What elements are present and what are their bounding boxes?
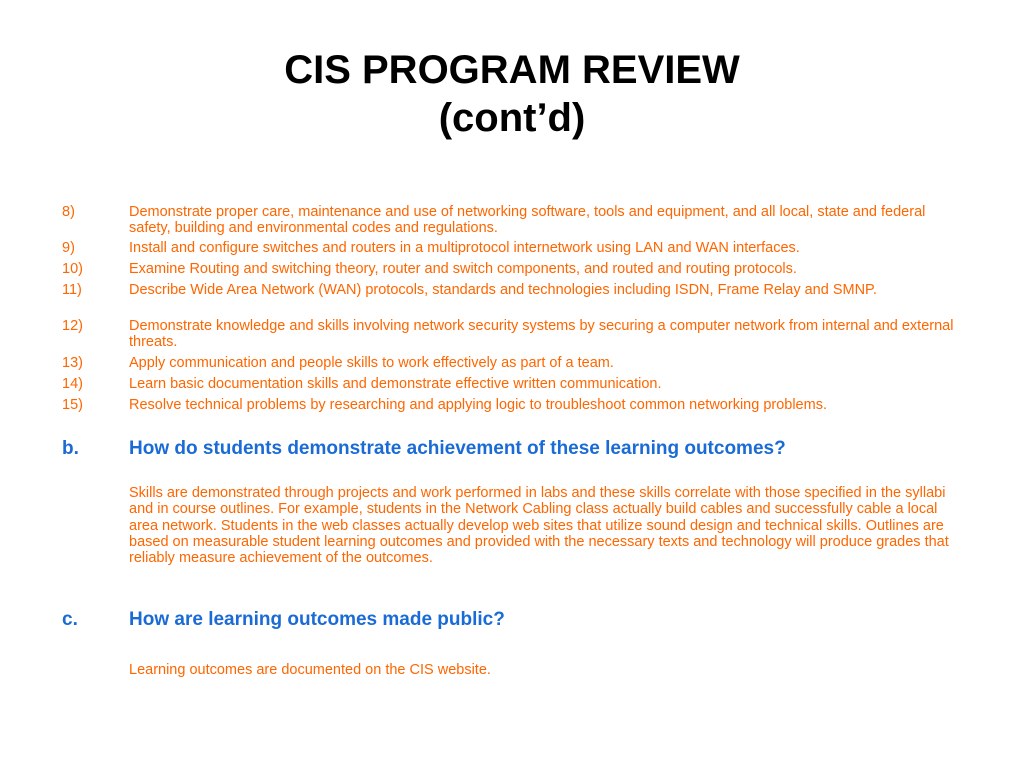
outcome-number: 12) (62, 318, 83, 334)
outcome-number: 13) (62, 355, 83, 371)
outcome-number: 9) (62, 240, 75, 256)
outcome-text: Resolve technical problems by researching and applying logic to troubleshoot common networking problems. (129, 397, 827, 413)
slide-title-line2: (cont’d) (438, 96, 586, 140)
slide-title (0, 46, 1024, 142)
outcome-text: Demonstrate knowledge and skills involving network security systems by securing a computer network from internal and external threats. (129, 318, 954, 350)
outcome-text: Demonstrate proper care, maintenance and use of networking software, tools and equipment, and all local, state and federal safety, building and environmental codes and regulations. (129, 204, 926, 236)
outcome-number: 11) (62, 282, 82, 298)
question-label: c. (62, 609, 78, 630)
outcome-text: Describe Wide Area Network (WAN) protocols, standards and technologies including ISDN, Frame Relay and SMNP. (129, 282, 877, 298)
outcome-text: Examine Routing and switching theory, router and switch components, and routed and routing protocols. (129, 261, 797, 277)
outcome-text: Install and configure switches and routers in a multiprotocol internetwork using LAN and WAN interfaces. (129, 240, 800, 256)
outcome-text: Learn basic documentation skills and demonstrate effective written communication. (129, 376, 662, 392)
outcome-text: Apply communication and people skills to work effectively as part of a team. (129, 355, 614, 371)
outcome-number: 14) (62, 376, 83, 392)
outcome-number: 8) (62, 204, 75, 220)
question-text: How are learning outcomes made public? (129, 609, 505, 630)
answer-c-paragraph: Learning outcomes are documented on the CIS website. (129, 662, 491, 678)
slide-title-line1: CIS PROGRAM REVIEW (284, 48, 740, 92)
outcome-number: 10) (62, 261, 83, 277)
answer-b-paragraph: Skills are demonstrated through projects and work performed in labs and these skills correlate with those specified in the syllabi and in course outlines. For example, students in the Network Cabling class actually build cables and successfully cable a local area network. Students in the web classes actually develop web sites that utilize sound design and technical skills. Outlines are based on measurable student learning outcomes and provided with the necessary texts and technology will produce grades that reliably measure achievement of the outcomes. (129, 485, 949, 567)
outcome-number: 15) (62, 397, 83, 413)
question-text: How do students demonstrate achievement of these learning outcomes? (129, 438, 786, 459)
question-label: b. (62, 438, 79, 459)
